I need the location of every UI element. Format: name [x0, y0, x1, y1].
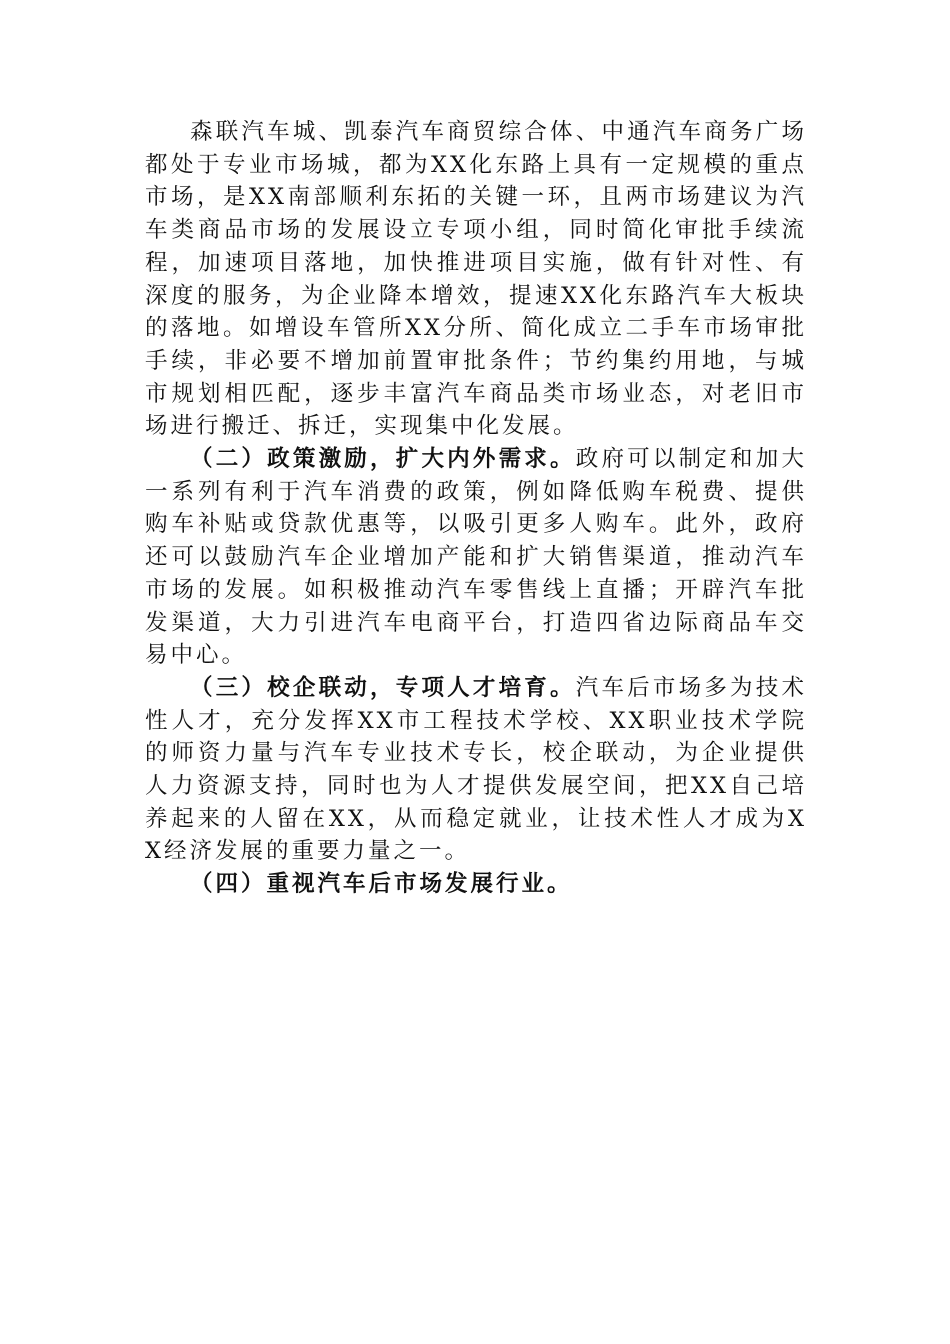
paragraph-talent-training: [145, 672, 807, 868]
paragraph-text: 汽车后市场多为技术性人才，充分发挥XX市工程技术学校、XX职业技术学院的师资力量与汽车专业技术专长，校企联动，为企业提供人力资源支持，同时也为人才提供发展空间，把XX自己培养起来的人留在XX，从而稳定就业，让技术性人才成为XX经济发展的重要力量之一。: [145, 674, 807, 865]
section-heading-policy: （二）政策激励，扩大内外需求。: [190, 446, 576, 473]
section-heading-aftermarket: （四）重视汽车后市场发展行业。: [190, 871, 573, 898]
paragraph-aftermarket: [145, 868, 807, 901]
paragraph-market-consolidation: [145, 116, 807, 443]
paragraph-text: 森联汽车城、凯泰汽车商贸综合体、中通汽车商务广场都处于专业市场城，都为XX化东路上具有一定规模的重点市场，是XX南部顺利东拓的关键一环，且两市场建议为汽车类商品市场的发展设立专项小组，同时简化审批手续流程，加速项目落地，加快推进项目实施，做有针对性、有深度的服务，为企业降本增效，提速XX化东路汽车大板块的落地。如增设车管所XX分所、简化成立二手车市场审批手续，非必要不增加前置审批条件；节约集约用地，与城市规划相匹配，逐步丰富汽车商品类市场业态，对老旧市场进行搬迁、拆迁，实现集中化发展。: [145, 119, 807, 440]
paragraph-text: 政府可以制定和加大一系列有利于汽车消费的政策，例如降低购车税费、提供购车补贴或贷款优惠等，以吸引更多人购车。此外，政府还可以鼓励汽车企业增加产能和扩大销售渠道，推动汽车市场的发展。如积极推动汽车零售线上直播；开辟汽车批发渠道，大力引进汽车电商平台，打造四省边际商品车交易中心。: [145, 446, 807, 669]
document-body: [145, 116, 807, 901]
section-heading-talent: （三）校企联动，专项人才培育。: [190, 674, 576, 701]
paragraph-policy-incentives: [145, 443, 807, 672]
